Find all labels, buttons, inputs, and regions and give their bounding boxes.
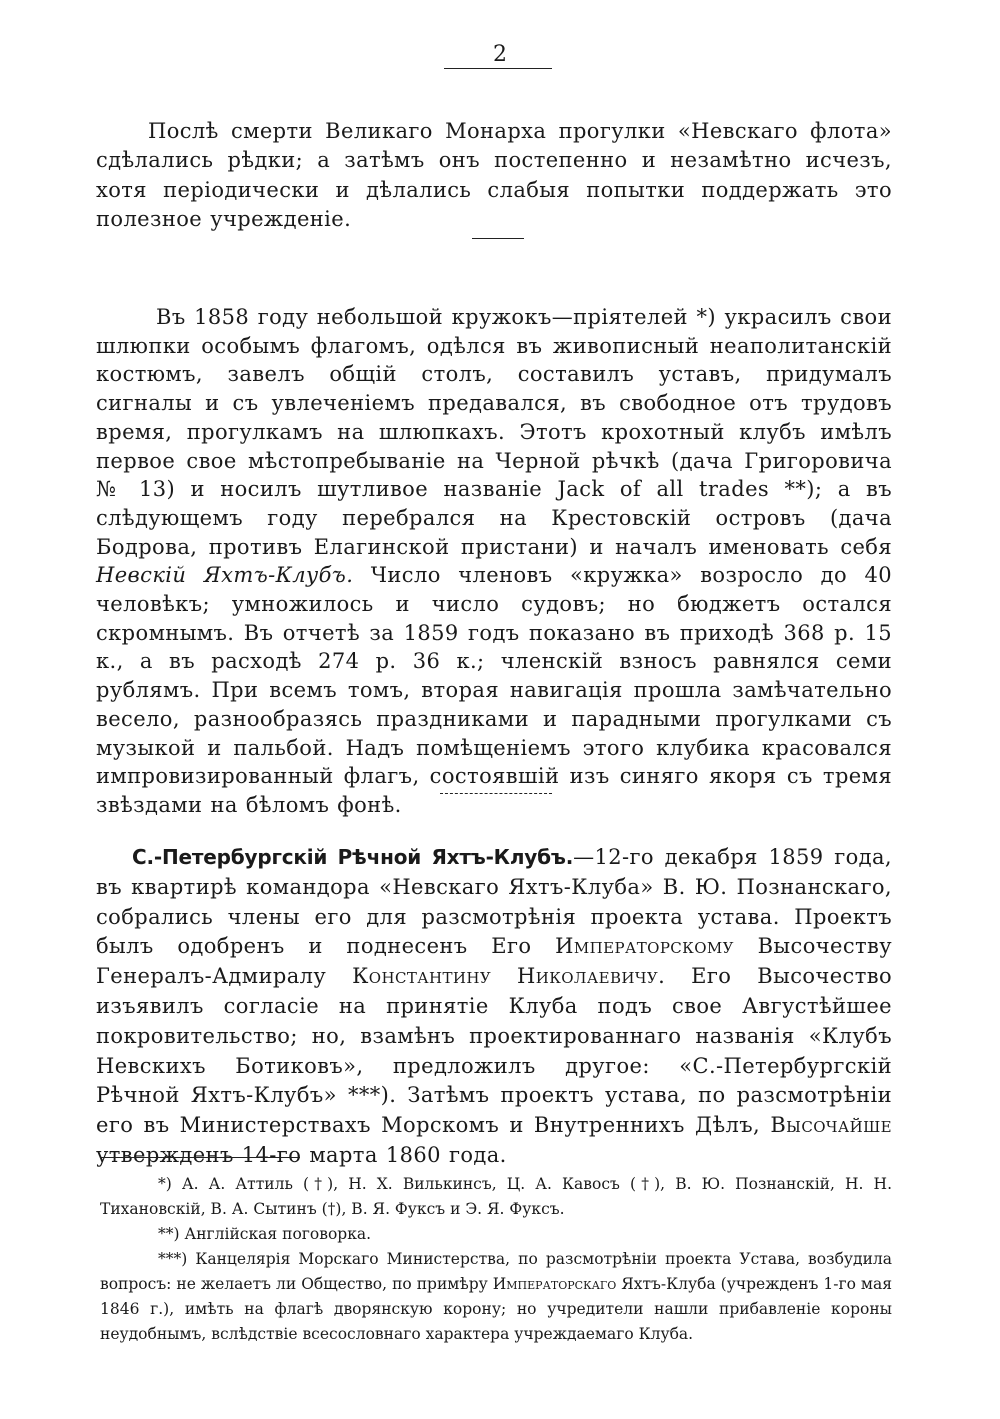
section-separator	[472, 238, 524, 239]
footnote-2: **) Англійская поговорка.	[158, 1225, 372, 1243]
footnote-3	[100, 1247, 892, 1347]
page-number-rule	[444, 68, 552, 69]
footnote-1: *) А. А. Аттиль (†), Н. Х. Вилькинсъ, Ц. А. Кавосъ (†), В. Ю. Познанскій, Н. Н. Тихановскій, В. А. Сытинъ (†), В. Я. Фуксъ и Э. Я. Фуксъ.	[100, 1175, 892, 1218]
smallcaps-text: Императорскаго	[492, 1275, 617, 1293]
paragraph-text: Высочеству Генералъ-Адмиралу	[96, 934, 893, 989]
paragraph-text: утвержденъ 14-го марта 1860 года.	[96, 1142, 507, 1167]
paragraph-river-yacht-club	[96, 843, 892, 1171]
paragraph-text: Въ 1858 году небольшой кружокъ—пріятелей *) украсилъ свои шлюпки особымъ флагомъ, одѣлся въ живописный неаполитанскій костюмъ, завелъ общій столъ, составилъ уставъ, придумалъ сигналы и съ увлеченіемъ предавался, въ свободное отъ трудовъ время, прогулкамъ на шлюпкахъ. Этотъ крохотный клубъ имѣлъ первое свое мѣстопребываніе на Черной рѣчкѣ (дача Григоровича № 13) и носилъ шутливое названіе Jack of all trades **); а въ слѣдующемъ году перебрался на Крестовскій островъ (дача Бодрова, противъ Елагинской пристани) и началъ именовать себя	[96, 305, 892, 559]
paragraph-nevsky-fleet	[96, 117, 892, 235]
smallcaps-text: Константину Николаевичу.	[352, 964, 666, 989]
paragraph-text: Число членовъ «кружка» возросло до 40 человѣкъ; умножилось и число судовъ; но бюджетъ остался скромнымъ. Въ отчетѣ за 1859 годъ показано въ приходѣ 368 р. 15 к., а въ расходѣ 274 р. 36 к.; членскій взносъ равнялся семи рублямъ. При всемъ томъ, вторая навигація прошла замѣчательно весело, разнообразясь праздниками и парадными прогулками съ музыкой и пальбой. Надъ помѣщеніемъ этого клубика красовался импровизированный флагъ, состоявшій изъ синяго якоря съ тремя звѣздами на бѣломъ фонѣ.	[96, 563, 892, 817]
footnote-rule	[100, 1157, 300, 1158]
paragraph-text: Послѣ смерти Великаго Монарха прогулки «Невскаго флота» сдѣлались рѣдки; а затѣмъ онъ постепенно и незамѣтно исчезъ, хотя періодически и дѣлались слабыя попытки поддержать это полезное учрежденіе.	[96, 119, 892, 232]
club-name-italic: Невскій Яхтъ-Клубъ.	[96, 563, 354, 588]
footnote-text: ***) Канцелярія Морскаго Министерства, по разсмотрѣніи проекта Устава, возбудила вопросъ: не желаетъ ли Общество, по примѣру	[100, 1250, 892, 1293]
footnote-text: Яхтъ-Клуба (учрежденъ 1-го мая 1846 г.), имѣть на флагѣ дворянскую корону; но учредители нашли прибавленіе короны неудобнымъ, вслѣдствіе всесословнаго характера учреждаемаго Клуба.	[100, 1275, 892, 1343]
smallcaps-text: Императорскому	[555, 934, 734, 959]
section-heading: С.-Петербургскій Рѣчной Яхтъ-Клубъ.	[132, 845, 574, 869]
page-number: 2	[493, 42, 507, 67]
paragraph-text: Его Высочество изъявилъ согласіе на принятіе Клуба подъ свое Августѣйшее покровительство; но, взамѣнъ проектированнаго названія «Клубъ Невскихъ Ботиковъ», предложилъ другое: «С.-Петербургскій Рѣчной Яхтъ-Клубъ» ***). Затѣмъ проектъ устава, по разсмотрѣніи его въ Министерствахъ Морскомъ и Внутреннихъ Дѣлъ,	[96, 964, 892, 1138]
smallcaps-text: Высочайше	[770, 1113, 892, 1138]
paragraph-nevsky-yacht-club	[96, 303, 892, 820]
footnotes	[100, 1172, 892, 1347]
paragraph-text: —12-го декабря 1859 года, въ квартирѣ командора «Невскаго Яхтъ-Клуба» В. Ю. Познанскаго, собрались члены его для разсмотрѣнія проекта устава. Проектъ былъ одобренъ и поднесенъ Его	[96, 845, 892, 959]
section-separator	[440, 793, 552, 794]
